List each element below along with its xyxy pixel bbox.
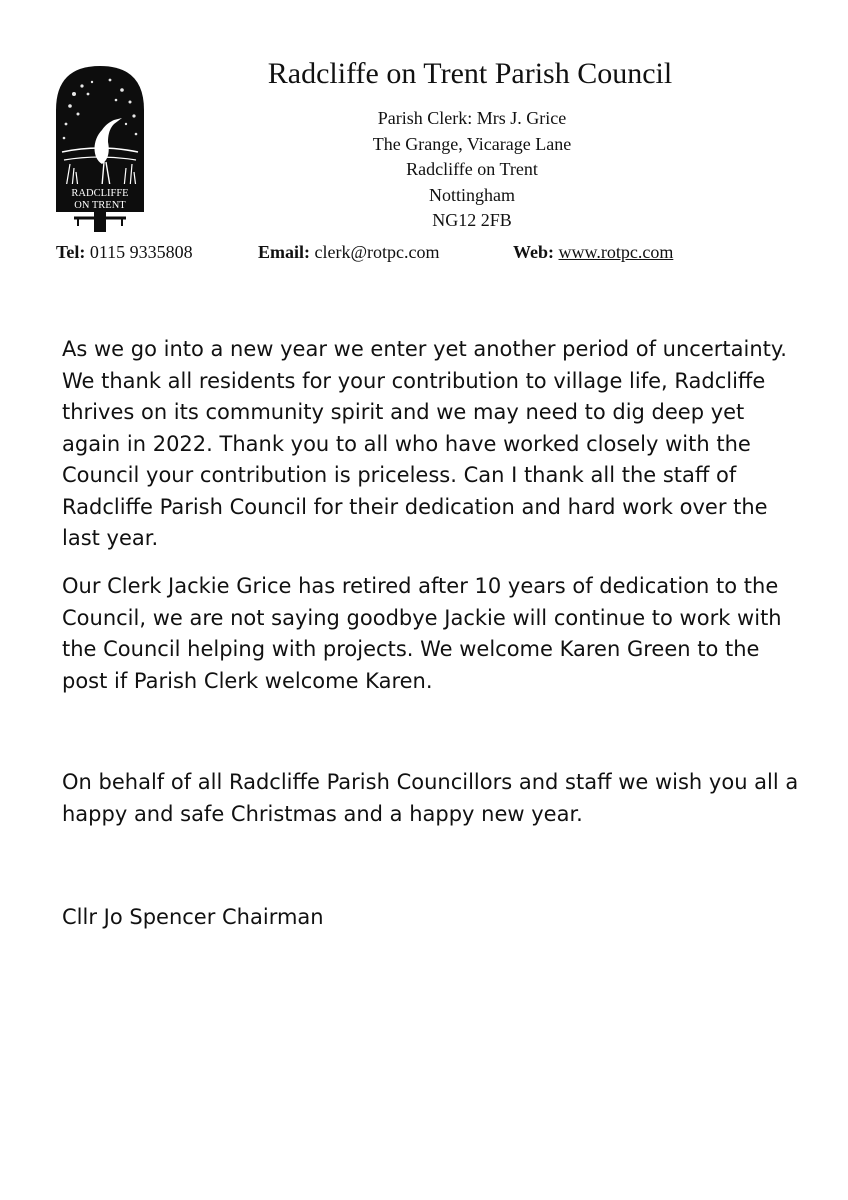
website-link[interactable]: www.rotpc.com — [558, 242, 674, 262]
address-line: NG12 2FB — [432, 210, 512, 230]
heron-crest-icon — [52, 64, 148, 234]
web-contact — [513, 241, 673, 263]
telephone-contact — [56, 241, 193, 263]
council-title: Radcliffe on Trent Parish Council — [267, 57, 673, 90]
address-line: Radcliffe on Trent — [406, 159, 538, 179]
signature-line: Cllr Jo Spencer Chairman — [62, 905, 324, 929]
address-line: Nottingham — [429, 184, 515, 205]
logo-text-line-1: RADCLIFFE — [71, 188, 129, 199]
council-crest-logo — [52, 64, 148, 234]
letter-paragraph: As we go into a new year we enter yet another period of uncertainty. We thank all residents for your contribution to village life, Radcliffe thrives on its community spirit and we may need to dig deep yet again in 2022. Thank you to all who have worked closely with the Council your contribution is priceless. Can I thank all the staff of Radcliffe Parish Council for their dedication and hard work over the last year. — [62, 337, 787, 550]
letter-paragraph: Our Clerk Jackie Grice has retired after 10 years of dedication to the Council, we are not saying goodbye Jackie will continue to work with the Council helping with projects. We welcome Karen Green to the post if Parish Clerk welcome Karen. — [62, 574, 782, 693]
letter-paragraph: On behalf of all Radcliffe Parish Councillors and staff we wish you all a happy and safe Christmas and a happy new year. — [62, 770, 799, 826]
email-label: Email: — [258, 242, 310, 262]
email-value[interactable]: clerk@rotpc.com — [314, 242, 440, 262]
tel-value: 0115 9335808 — [89, 242, 193, 262]
address-line: Parish Clerk: Mrs J. Grice — [377, 108, 567, 128]
logo-text-line-2: ON TRENT — [74, 200, 126, 211]
web-label: Web: — [513, 242, 555, 262]
tel-label: Tel: — [56, 242, 86, 262]
email-contact — [258, 241, 440, 263]
clerk-address-block — [272, 106, 672, 234]
address-line: The Grange, Vicarage Lane — [372, 133, 572, 154]
